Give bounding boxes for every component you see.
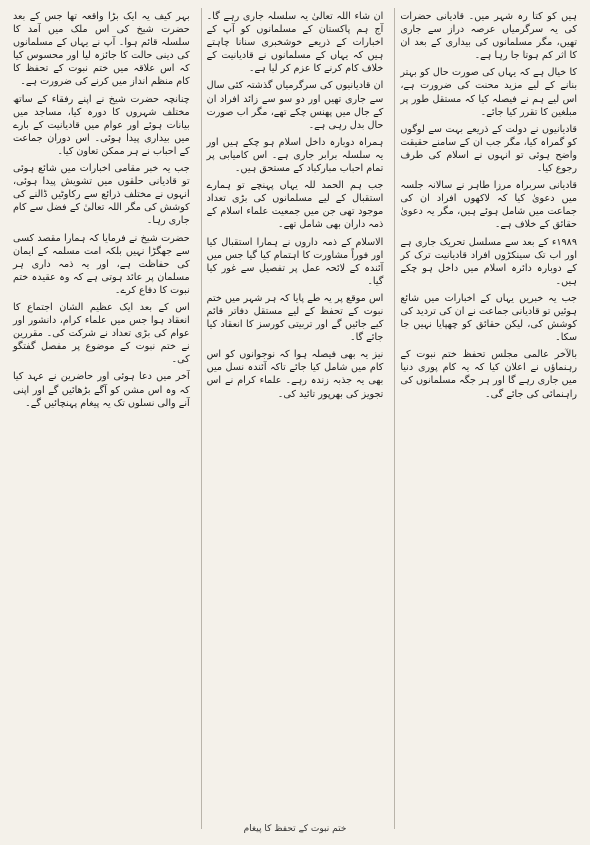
paragraph: چنانچہ حضرت شیخ نے اپنے رفقاء کے ساتھ مختلف شہروں کا دورہ کیا، مساجد میں بیانات ہوئے اور عوام میں قادیانیت کے بارے میں بیداری پیدا ہوئی۔ اس دوران جماعت کے احباب نے ہر ممکن تعاون کیا۔ xyxy=(13,93,190,158)
paragraph: ان شاء اللہ تعالیٰ یہ سلسلہ جاری رہے گا۔ آج ہم پاکستان کے مسلمانوں کو آپ کے اخبارات کے ذریعے خوشخبری سنانا چاہتے ہیں کہ یہاں کے مسلمانوں نے قادیانیت کے خلاف کام کرنے کا عزم کر لیا ہے۔ xyxy=(207,10,384,75)
column-middle xyxy=(201,8,389,829)
paragraph: ان قادیانیوں کی سرگرمیاں گذشتہ کئی سال سے جاری تھیں اور دو سو سے زائد افراد ان کے جال میں پھنس چکے تھے، مگر اب صورت حال بدل رہی ہے۔ xyxy=(207,79,384,131)
column-left xyxy=(8,8,195,829)
paragraph: قادیانی سربراہ مرزا طاہر نے سالانہ جلسہ میں دعویٰ کیا کہ لاکھوں افراد ان کی جماعت میں شامل ہوئے ہیں، مگر یہ دعویٰ حقائق کے خلاف ہے۔ xyxy=(400,179,577,231)
paragraph: آخر میں دعا ہوئی اور حاضرین نے عہد کیا کہ وہ اس مشن کو آگے بڑھائیں گے اور اپنی آنے والی نسلوں تک یہ پیغام پہنچائیں گے۔ xyxy=(13,370,190,409)
paragraph: حضرت شیخ نے فرمایا کہ ہمارا مقصد کسی سے جھگڑا نہیں بلکہ امت مسلمہ کے ایمان کی حفاظت ہے، اور یہ ذمہ داری ہر مسلمان پر عائد ہوتی ہے کہ وہ عقیدہ ختم نبوت کا دفاع کرے۔ xyxy=(13,232,190,297)
page-footer: ختم نبوت کے تحفظ کا پیغام xyxy=(8,821,582,837)
paragraph: الاسلام کے ذمہ داروں نے ہمارا استقبال کیا اور فوراً مشاورت کا اہتمام کیا گیا جس میں آئندہ کے لائحہ عمل پر تفصیل سے غور کیا گیا۔ xyxy=(207,236,384,288)
column-right xyxy=(394,8,582,829)
paragraph: قادیانیوں نے دولت کے ذریعے بہت سے لوگوں کو گمراہ کیا، مگر جب ان کے سامنے حقیقت واضح ہوئی تو انہوں نے اسلام کی طرف رجوع کیا۔ xyxy=(400,123,577,175)
paragraph: ہیں کو کتا رہ شہر میں۔ قادیانی حضرات کی یہ سرگرمیاں عرصہ دراز سے جاری تھیں، مگر مسلمانوں کی بیداری کے بعد ان کا اثر کم ہوتا جا رہا ہے۔ xyxy=(400,10,577,62)
paragraph: ۱۹۸۹ء کے بعد سے مسلسل تحریک جاری ہے اور اب تک سینکڑوں افراد قادیانیت ترک کر کے دوبارہ دائرہ اسلام میں داخل ہو چکے ہیں۔ xyxy=(400,236,577,288)
paragraph: جب ہم الحمد للہ یہاں پہنچے تو ہمارے استقبال کے لیے مسلمانوں کی بڑی تعداد موجود تھی جن میں جمعیت علماء اسلام کے ذمہ داران بھی شامل تھے۔ xyxy=(207,179,384,231)
paragraph: اس کے بعد ایک عظیم الشان اجتماع کا انعقاد ہوا جس میں علماء کرام، دانشور اور عوام کی بڑی تعداد نے شرکت کی۔ مقررین نے ختم نبوت کے موضوع پر مفصل گفتگو کی۔ xyxy=(13,301,190,366)
paragraph: ہمراہ دوبارہ داخل اسلام ہو چکے ہیں اور یہ سلسلہ برابر جاری ہے۔ اس کامیابی پر تمام احباب مبارکباد کے مستحق ہیں۔ xyxy=(207,136,384,175)
paragraph: جب یہ خبریں یہاں کے اخبارات میں شائع ہوئیں تو قادیانی جماعت نے ان کی تردید کی کوشش کی، لیکن حقائق کو چھپایا نہیں جا سکا۔ xyxy=(400,292,577,344)
newspaper-page xyxy=(8,8,582,829)
paragraph: نیز یہ بھی فیصلہ ہوا کہ نوجوانوں کو اس کام میں شامل کیا جائے تاکہ آئندہ نسل میں بھی یہ جذبہ زندہ رہے۔ علماء کرام نے اس تجویز کی بھرپور تائید کی۔ xyxy=(207,348,384,400)
paragraph: بالآخر عالمی مجلس تحفظ ختم نبوت کے رہنماؤں نے اعلان کیا کہ یہ کام پوری دنیا میں جاری رہے گا اور ہر جگہ مسلمانوں کی راہنمائی کی جائے گی۔ xyxy=(400,348,577,400)
paragraph: کا خیال ہے کہ یہاں کی صورت حال کو بہتر بنانے کے لیے مزید محنت کی ضرورت ہے، اس لیے ہم نے فیصلہ کیا کہ مستقل طور پر مبلغین کا تقرر کیا جائے۔ xyxy=(400,66,577,118)
paragraph: اس موقع پر یہ طے پایا کہ ہر شہر میں ختم نبوت کے تحفظ کے لیے مستقل دفاتر قائم کیے جائیں گے اور تربیتی کورسز کا انعقاد کیا جائے گا۔ xyxy=(207,292,384,344)
paragraph: بہر کیف یہ ایک بڑا واقعہ تھا جس کے بعد حضرت شیخ کی اس ملک میں آمد کا سلسلہ قائم ہوا۔ آپ نے یہاں کے مسلمانوں کی دینی حالت کا جائزہ لیا اور محسوس کیا کہ اس علاقہ میں ختم نبوت کے تحفظ کا کام منظم انداز میں کرنے کی ضرورت ہے۔ xyxy=(13,10,190,89)
paragraph: جب یہ خبر مقامی اخبارات میں شائع ہوئی تو قادیانی حلقوں میں تشویش پیدا ہوئی، انہوں نے مختلف ذرائع سے رکاوٹیں ڈالنے کی کوشش کی مگر اللہ تعالیٰ کے فضل سے کام جاری رہا۔ xyxy=(13,162,190,227)
